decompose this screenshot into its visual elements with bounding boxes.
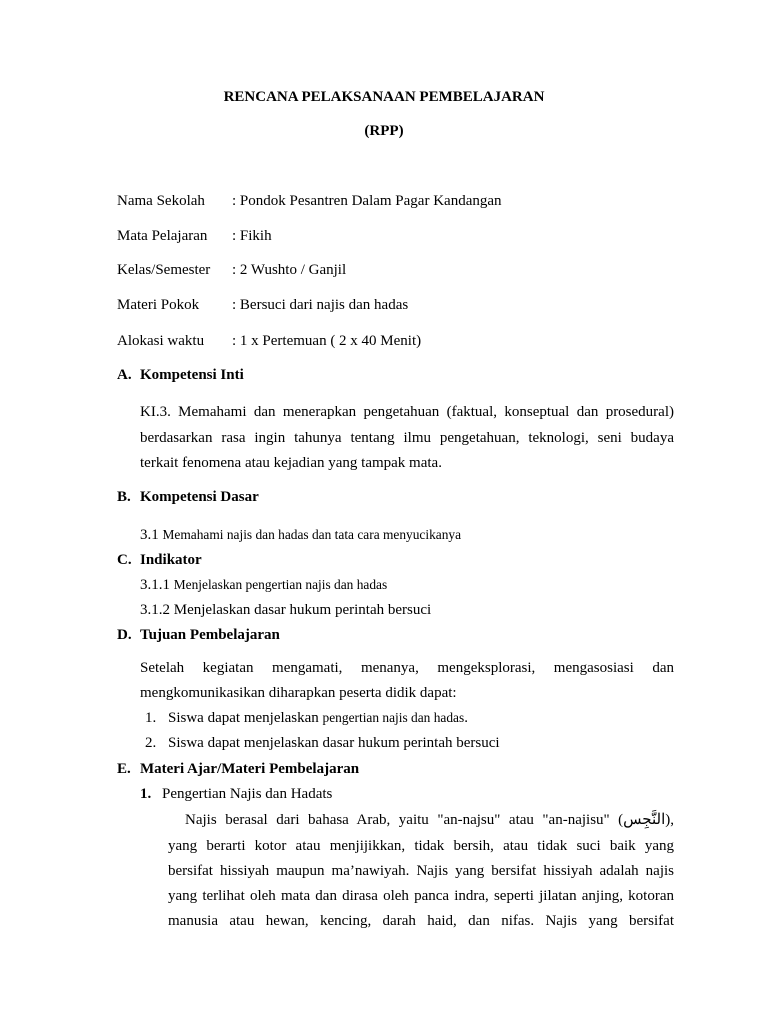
- identity-value-topic: : Bersuci dari najis dan hadas: [232, 297, 409, 313]
- section-a-heading: Kompetensi Inti: [140, 367, 244, 383]
- identity-value-school: : Pondok Pesantren Dalam Pagar Kandangan: [232, 193, 502, 209]
- section-e-paragraph-line: Najis berasal dari bahasa Arab, yaitu "an-najsu" atau "an-najisu" (النَّجِس),: [185, 812, 674, 828]
- section-e-paragraph-line: bersifat hissiyah maupun ma’nawiyah. Najis yang bersifat hissiyah adalah najis: [168, 863, 674, 879]
- section-e-sub-title: Pengertian Najis dan Hadats: [162, 786, 333, 802]
- section-e-sub-number: 1.: [140, 786, 152, 802]
- section-e-paragraph-line: yang berarti kotor atau menjijikkan, tidak bersih, atau tidak suci baik yang: [168, 838, 674, 854]
- identity-label-time: Alokasi waktu: [117, 333, 205, 349]
- section-b-heading: Kompetensi Dasar: [140, 489, 259, 505]
- section-c-heading: Indikator: [140, 552, 202, 568]
- identity-value-class: : 2 Wushto / Ganjil: [232, 262, 347, 278]
- identity-label-subject: Mata Pelajaran: [117, 228, 208, 244]
- section-d-intro-line: mengkomunikasikan diharapkan peserta didik dapat:: [140, 685, 457, 701]
- section-d-item-1-number: 1.: [145, 710, 157, 726]
- section-d-item-2-number: 2.: [145, 735, 157, 751]
- section-d-item-1-text-b: pengertian najis dan hadas: [322, 710, 465, 725]
- document-subtitle: (RPP): [364, 123, 404, 139]
- document-title: RENCANA PELAKSANAAN PEMBELAJARAN: [223, 89, 545, 105]
- section-c-item-1: [140, 578, 387, 593]
- identity-label-class: Kelas/Semester: [117, 262, 211, 278]
- section-e-letter: E.: [117, 761, 131, 777]
- section-b-item-text: Memahami najis dan hadas dan tata cara menyucikanya: [162, 527, 462, 542]
- section-c-item-1-number: 3.1.1: [140, 577, 170, 593]
- identity-label-topic: Materi Pokok: [117, 297, 200, 313]
- section-d-item-1-text-a: Siswa dapat menjelaskan: [168, 710, 319, 726]
- section-a-line: KI.3. Memahami dan menerapkan pengetahuan (faktual, konseptual dan prosedural): [140, 404, 674, 420]
- section-a-letter: A.: [117, 367, 132, 383]
- section-d-intro-line: Setelah kegiatan mengamati, menanya, mengeksplorasi, mengasosiasi dan: [140, 660, 674, 676]
- section-d-item-1-text-c: .: [464, 710, 468, 726]
- section-e-heading: Materi Ajar/Materi Pembelajaran: [140, 761, 360, 777]
- section-d-item-2-text: Siswa dapat menjelaskan dasar hukum perintah bersuci: [168, 735, 500, 751]
- section-a-line: berdasarkan rasa ingin tahunya tentang ilmu pengetahuan, teknologi, seni budaya: [140, 430, 674, 446]
- identity-value-subject: : Fikih: [232, 228, 272, 244]
- section-a-line: terkait fenomena atau kejadian yang tampak mata.: [140, 455, 442, 471]
- section-e-paragraph-line: manusia atau hewan, kencing, darah haid, dan nifas. Najis yang bersifat: [168, 913, 674, 929]
- section-c-item-2: 3.1.2 Menjelaskan dasar hukum perintah bersuci: [140, 602, 432, 618]
- section-e-paragraph-line: yang terlihat oleh mata dan dirasa oleh panca indra, seperti jilatan anjing, kotoran: [168, 888, 674, 904]
- section-b-letter: B.: [117, 489, 131, 505]
- section-c-letter: C.: [117, 552, 132, 568]
- section-d-heading: Tujuan Pembelajaran: [140, 627, 280, 643]
- section-d-letter: D.: [117, 627, 132, 643]
- section-b-item: [140, 528, 461, 543]
- identity-value-time: : 1 x Pertemuan ( 2 x 40 Menit): [232, 333, 422, 349]
- section-b-item-number: 3.1: [140, 527, 159, 543]
- identity-label-school: Nama Sekolah: [117, 193, 205, 209]
- section-c-item-1-text: Menjelaskan pengertian najis dan hadas: [173, 577, 388, 592]
- section-d-item-1: [168, 711, 468, 726]
